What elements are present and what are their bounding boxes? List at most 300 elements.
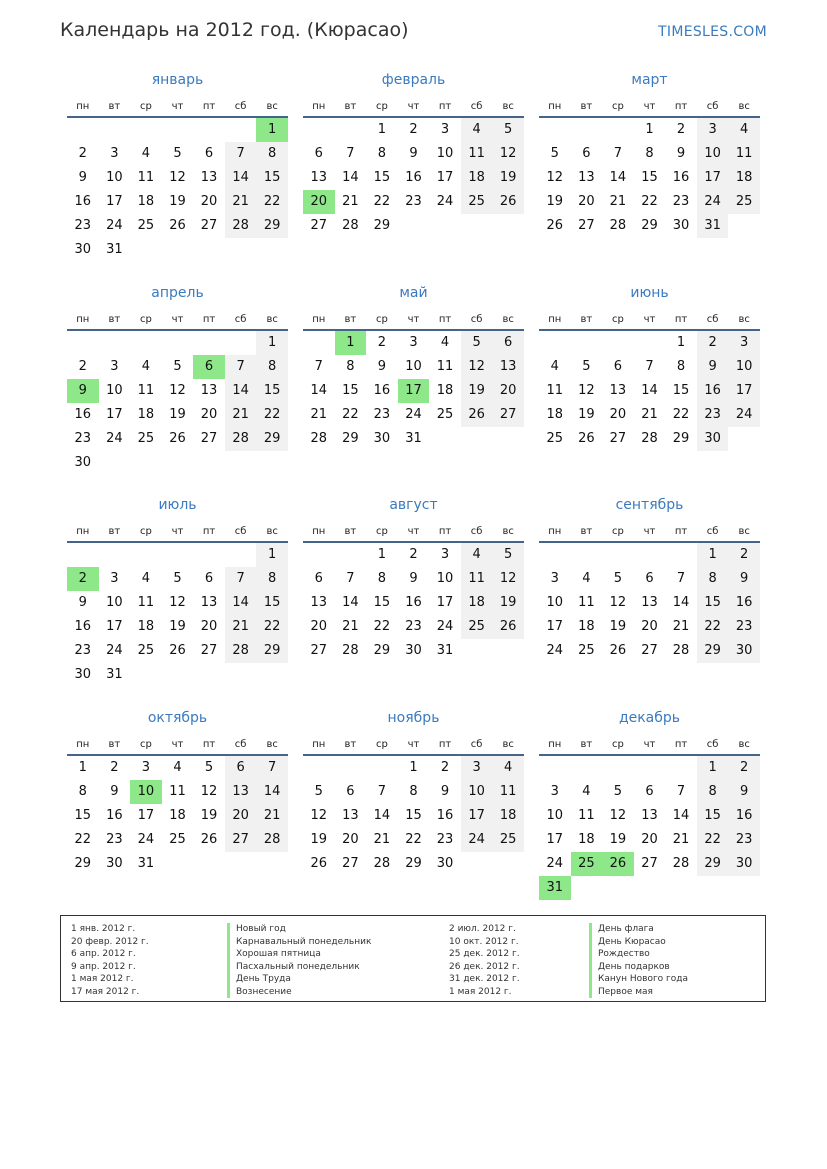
month-block — [303, 710, 524, 876]
day-cell: 25 — [137, 643, 155, 658]
day-cell: 15 — [373, 170, 391, 185]
weekday-label: сб — [706, 526, 719, 537]
day-cell: 30 — [697, 427, 729, 451]
day-cell: 21 — [256, 804, 288, 828]
weekday-header — [67, 307, 288, 331]
weekday-label: пн — [76, 101, 90, 112]
weekday-label: сб — [706, 739, 719, 750]
empty-cell — [303, 118, 335, 142]
day-cell: 22 — [256, 190, 288, 214]
holiday-cell: 6 — [193, 355, 225, 379]
day-cell: 9 — [409, 146, 418, 161]
day-cell: 23 — [728, 615, 760, 639]
weekday-label: чт — [643, 739, 656, 750]
weekday-label: чт — [407, 739, 420, 750]
month-name: февраль — [381, 72, 446, 88]
day-cell: 15 — [405, 808, 422, 823]
empty-cell — [67, 543, 99, 567]
day-cell: 20 — [310, 619, 328, 634]
empty-cell — [665, 543, 697, 567]
month-block — [67, 710, 288, 876]
day-cell: 16 — [697, 379, 729, 403]
day-cell: 9 — [78, 170, 87, 185]
day-cell: 27 — [225, 828, 257, 852]
day-cell: 28 — [641, 431, 658, 446]
weekday-header — [539, 519, 760, 543]
month-name: май — [399, 285, 428, 301]
month-name: июнь — [630, 285, 669, 301]
day-cell: 3 — [440, 547, 450, 562]
weekday-label: пт — [202, 314, 216, 325]
weekday-label: ср — [611, 314, 624, 325]
legend-holiday-name: День Труда — [227, 973, 291, 986]
weekday-label: сб — [706, 314, 719, 325]
day-cell: 16 — [74, 619, 92, 634]
day-cell: 5 — [550, 146, 559, 161]
day-cell: 11 — [492, 780, 524, 804]
weekday-label: пн — [76, 314, 90, 325]
day-cell: 27 — [641, 643, 658, 658]
day-cell: 10 — [546, 808, 564, 823]
day-cell: 4 — [728, 118, 760, 142]
day-cell: 18 — [578, 619, 595, 634]
day-cell: 17 — [461, 804, 493, 828]
day-cell: 22 — [342, 407, 359, 422]
day-cell: 2 — [409, 547, 418, 562]
day-cell: 11 — [137, 595, 155, 610]
day-cell: 2 — [78, 146, 87, 161]
day-cell: 15 — [256, 379, 288, 403]
weekday-label: пт — [202, 526, 216, 537]
month-block — [303, 497, 524, 663]
empty-cell — [67, 118, 99, 142]
day-cell: 17 — [546, 832, 564, 847]
day-cell: 28 — [342, 643, 359, 658]
day-cell: 8 — [676, 359, 686, 374]
day-grid — [67, 118, 288, 262]
holiday-cell: 9 — [67, 379, 99, 403]
day-cell: 10 — [106, 595, 123, 610]
day-cell: 13 — [578, 170, 595, 185]
day-cell: 10 — [728, 355, 760, 379]
month-block — [67, 285, 288, 475]
day-cell: 2 — [697, 331, 729, 355]
empty-cell — [539, 331, 571, 355]
legend-holiday-name: Первое мая — [589, 986, 653, 999]
day-cell: 2 — [377, 335, 387, 350]
day-cell: 26 — [310, 856, 328, 871]
day-cell: 26 — [461, 403, 493, 427]
day-cell: 5 — [173, 359, 182, 374]
day-cell: 6 — [204, 571, 214, 586]
day-cell: 13 — [641, 808, 658, 823]
day-cell: 14 — [225, 379, 257, 403]
weekday-label: вс — [502, 526, 514, 537]
empty-cell — [571, 756, 603, 780]
day-cell: 19 — [492, 166, 524, 190]
day-cell: 22 — [373, 619, 391, 634]
holiday-cell: 31 — [539, 876, 571, 900]
empty-cell — [193, 331, 225, 355]
weekday-label: вт — [108, 739, 121, 750]
empty-cell — [602, 756, 634, 780]
day-cell: 9 — [676, 146, 686, 161]
empty-cell — [193, 543, 225, 567]
day-cell: 29 — [672, 431, 690, 446]
month-block — [303, 72, 524, 238]
day-grid — [67, 543, 288, 687]
day-cell: 13 — [310, 595, 328, 610]
weekday-label: вс — [738, 314, 750, 325]
day-cell: 7 — [377, 784, 387, 799]
day-cell: 11 — [578, 595, 595, 610]
day-cell: 24 — [436, 194, 454, 209]
day-cell: 7 — [676, 784, 686, 799]
holiday-cell: 26 — [602, 852, 634, 876]
day-cell: 3 — [110, 359, 119, 374]
day-cell: 8 — [409, 784, 418, 799]
empty-cell — [539, 543, 571, 567]
day-cell: 27 — [200, 218, 218, 233]
day-grid — [539, 331, 760, 451]
month-block — [67, 72, 288, 262]
weekday-label: сб — [470, 101, 483, 112]
day-cell: 7 — [225, 567, 257, 591]
legend-holiday-name: Рождество — [589, 948, 650, 961]
day-cell: 1 — [697, 756, 729, 780]
day-cell: 21 — [342, 619, 359, 634]
day-cell: 24 — [546, 643, 564, 658]
weekday-label: вс — [738, 526, 750, 537]
weekday-label: пн — [312, 314, 326, 325]
day-cell: 11 — [728, 142, 760, 166]
legend-date: 25 дек. 2012 г. — [449, 949, 520, 959]
weekday-label: вт — [108, 526, 121, 537]
day-cell: 29 — [74, 856, 92, 871]
day-cell: 13 — [342, 808, 359, 823]
legend-date: 26 дек. 2012 г. — [449, 961, 520, 972]
day-cell: 17 — [106, 407, 123, 422]
day-cell: 19 — [546, 194, 564, 209]
day-cell: 23 — [373, 407, 391, 422]
day-cell: 5 — [173, 146, 182, 161]
day-cell: 25 — [169, 832, 186, 847]
weekday-label: вт — [580, 739, 593, 750]
weekday-label: вт — [580, 101, 593, 112]
day-cell: 18 — [461, 591, 493, 615]
day-cell: 29 — [373, 643, 391, 658]
empty-cell — [634, 543, 666, 567]
day-cell: 6 — [645, 784, 654, 799]
weekday-label: сб — [234, 739, 247, 750]
day-cell: 1 — [256, 331, 288, 355]
day-cell: 20 — [609, 407, 627, 422]
day-cell: 26 — [578, 431, 595, 446]
day-cell: 3 — [550, 784, 559, 799]
day-cell: 5 — [492, 118, 524, 142]
day-cell: 1 — [697, 543, 729, 567]
day-cell: 16 — [74, 194, 92, 209]
empty-cell — [130, 331, 162, 355]
day-cell: 18 — [461, 166, 493, 190]
weekday-label: вс — [738, 739, 750, 750]
empty-cell — [665, 756, 697, 780]
day-cell: 5 — [492, 543, 524, 567]
weekday-header — [303, 94, 524, 118]
day-grid — [67, 756, 288, 876]
legend-date: 1 янв. 2012 г. — [71, 924, 136, 934]
holiday-cell: 1 — [256, 118, 288, 142]
day-cell: 25 — [137, 431, 155, 446]
day-cell: 24 — [436, 619, 454, 634]
empty-cell — [99, 331, 131, 355]
month-block — [303, 285, 524, 451]
day-cell: 1 — [377, 547, 387, 562]
month-name: июль — [158, 497, 197, 513]
day-cell: 7 — [314, 359, 323, 374]
day-cell: 24 — [405, 407, 422, 422]
day-cell: 2 — [728, 756, 760, 780]
day-cell: 19 — [169, 619, 186, 634]
day-cell: 18 — [169, 808, 186, 823]
empty-cell — [225, 331, 257, 355]
weekday-label: пн — [548, 739, 562, 750]
month-block — [539, 497, 760, 663]
empty-cell — [539, 756, 571, 780]
empty-cell — [162, 543, 194, 567]
weekday-label: вт — [108, 314, 121, 325]
day-cell: 23 — [436, 832, 454, 847]
day-cell: 27 — [641, 856, 658, 871]
empty-cell — [602, 118, 634, 142]
day-cell: 9 — [110, 784, 119, 799]
weekday-header — [539, 307, 760, 331]
holiday-cell: 10 — [130, 780, 162, 804]
day-cell: 21 — [310, 407, 328, 422]
weekday-label: пт — [674, 739, 688, 750]
day-cell: 8 — [697, 567, 729, 591]
day-cell: 14 — [672, 808, 690, 823]
day-cell: 3 — [697, 118, 729, 142]
day-cell: 27 — [310, 218, 328, 233]
weekday-header — [67, 519, 288, 543]
holiday-cell: 17 — [398, 379, 430, 403]
day-cell: 21 — [225, 190, 257, 214]
weekday-label: пт — [438, 526, 452, 537]
day-cell: 28 — [310, 431, 328, 446]
weekday-label: сб — [470, 739, 483, 750]
weekday-label: чт — [643, 526, 656, 537]
day-cell: 2 — [728, 543, 760, 567]
day-cell: 28 — [225, 214, 257, 238]
day-cell: 15 — [672, 383, 690, 398]
day-cell: 6 — [346, 784, 355, 799]
day-grid — [539, 118, 760, 238]
day-cell: 16 — [672, 170, 690, 185]
day-cell: 13 — [492, 355, 524, 379]
weekday-label: пт — [674, 314, 688, 325]
weekday-label: пт — [674, 526, 688, 537]
empty-cell — [539, 118, 571, 142]
day-cell: 26 — [609, 643, 627, 658]
day-cell: 14 — [373, 808, 391, 823]
weekday-label: сб — [470, 314, 483, 325]
weekday-label: ср — [611, 526, 624, 537]
day-cell: 25 — [546, 431, 564, 446]
empty-cell — [335, 756, 367, 780]
day-cell: 17 — [106, 619, 123, 634]
day-cell: 22 — [405, 832, 422, 847]
day-cell: 19 — [461, 379, 493, 403]
weekday-label: сб — [706, 101, 719, 112]
day-grid — [303, 756, 524, 876]
day-cell: 27 — [200, 643, 218, 658]
day-cell: 23 — [74, 643, 92, 658]
weekday-label: пт — [674, 101, 688, 112]
day-cell: 25 — [137, 218, 155, 233]
day-cell: 5 — [582, 359, 591, 374]
day-cell: 9 — [728, 567, 760, 591]
weekday-label: вт — [580, 314, 593, 325]
day-cell: 7 — [613, 146, 623, 161]
day-cell: 12 — [546, 170, 564, 185]
day-cell: 19 — [200, 808, 218, 823]
weekday-label: ср — [139, 314, 152, 325]
empty-cell — [162, 118, 194, 142]
day-cell: 30 — [672, 218, 690, 233]
day-cell: 14 — [609, 170, 627, 185]
legend-holiday-name: Вознесение — [227, 986, 292, 999]
day-cell: 15 — [697, 804, 729, 828]
weekday-header — [303, 307, 524, 331]
day-cell: 20 — [342, 832, 359, 847]
month-block — [539, 710, 760, 900]
day-cell: 19 — [609, 619, 627, 634]
day-cell: 16 — [436, 808, 454, 823]
weekday-label: вс — [502, 101, 514, 112]
legend-date: 9 апр. 2012 г. — [71, 961, 136, 972]
weekday-label: пн — [548, 526, 562, 537]
day-cell: 16 — [728, 804, 760, 828]
day-cell: 25 — [578, 643, 595, 658]
weekday-label: чт — [407, 526, 420, 537]
day-cell: 21 — [641, 407, 658, 422]
day-cell: 10 — [461, 780, 493, 804]
empty-cell — [571, 543, 603, 567]
day-cell: 12 — [461, 355, 493, 379]
day-cell: 12 — [578, 383, 595, 398]
weekday-label: вт — [344, 314, 357, 325]
day-cell: 30 — [728, 639, 760, 663]
holiday-cell: 20 — [303, 190, 335, 214]
day-cell: 5 — [204, 760, 214, 775]
legend-date: 1 мая 2012 г. — [71, 974, 134, 984]
weekday-label: пн — [548, 314, 562, 325]
day-cell: 10 — [697, 142, 729, 166]
day-cell: 18 — [492, 804, 524, 828]
day-cell: 14 — [256, 780, 288, 804]
day-cell: 18 — [137, 407, 155, 422]
day-cell: 15 — [74, 808, 92, 823]
weekday-label: вт — [344, 101, 357, 112]
day-cell: 18 — [436, 383, 454, 398]
day-cell: 22 — [697, 615, 729, 639]
day-cell: 30 — [74, 455, 92, 470]
day-cell: 20 — [225, 804, 257, 828]
day-grid — [539, 543, 760, 663]
day-cell: 8 — [377, 146, 387, 161]
weekday-label: пн — [548, 101, 562, 112]
legend-holiday-name: Пасхальный понедельник — [227, 961, 360, 974]
day-cell: 31 — [106, 667, 123, 682]
day-cell: 22 — [672, 407, 690, 422]
day-cell: 3 — [461, 756, 493, 780]
day-cell: 31 — [436, 643, 454, 658]
day-cell: 15 — [373, 595, 391, 610]
day-cell: 13 — [200, 170, 218, 185]
day-cell: 4 — [141, 146, 151, 161]
day-cell: 30 — [728, 852, 760, 876]
day-cell: 12 — [609, 595, 627, 610]
brand-link[interactable]: TIMESLES.COM — [658, 24, 767, 40]
weekday-label: вт — [344, 739, 357, 750]
day-cell: 4 — [582, 784, 591, 799]
day-cell: 1 — [377, 122, 387, 137]
day-cell: 17 — [436, 170, 454, 185]
day-cell: 29 — [641, 218, 658, 233]
day-cell: 26 — [200, 832, 218, 847]
weekday-label: ср — [375, 101, 388, 112]
day-cell: 24 — [106, 643, 123, 658]
day-cell: 12 — [169, 170, 186, 185]
day-cell: 15 — [256, 591, 288, 615]
day-cell: 25 — [492, 828, 524, 852]
weekday-label: ср — [611, 101, 624, 112]
day-cell: 7 — [225, 355, 257, 379]
day-cell: 10 — [546, 595, 564, 610]
day-cell: 6 — [204, 146, 214, 161]
day-cell: 15 — [697, 591, 729, 615]
day-cell: 13 — [225, 780, 257, 804]
empty-cell — [225, 118, 257, 142]
weekday-label: пт — [202, 739, 216, 750]
month-block — [539, 72, 760, 238]
day-cell: 11 — [461, 567, 493, 591]
day-cell: 30 — [74, 242, 92, 257]
day-cell: 8 — [346, 359, 355, 374]
day-cell: 7 — [346, 146, 355, 161]
empty-cell — [303, 543, 335, 567]
weekday-label: сб — [234, 314, 247, 325]
day-cell: 31 — [137, 856, 155, 871]
day-cell: 8 — [256, 355, 288, 379]
month-name: август — [389, 497, 438, 513]
day-cell: 25 — [461, 615, 493, 639]
weekday-label: пн — [76, 526, 90, 537]
month-block — [67, 497, 288, 687]
empty-cell — [130, 118, 162, 142]
day-cell: 6 — [314, 146, 323, 161]
day-cell: 20 — [200, 619, 218, 634]
day-cell: 7 — [225, 142, 257, 166]
day-cell: 29 — [256, 214, 288, 238]
day-cell: 1 — [78, 760, 87, 775]
day-cell: 14 — [225, 166, 257, 190]
day-cell: 17 — [697, 166, 729, 190]
day-cell: 3 — [110, 571, 119, 586]
weekday-label: пт — [202, 101, 216, 112]
day-cell: 23 — [405, 619, 422, 634]
